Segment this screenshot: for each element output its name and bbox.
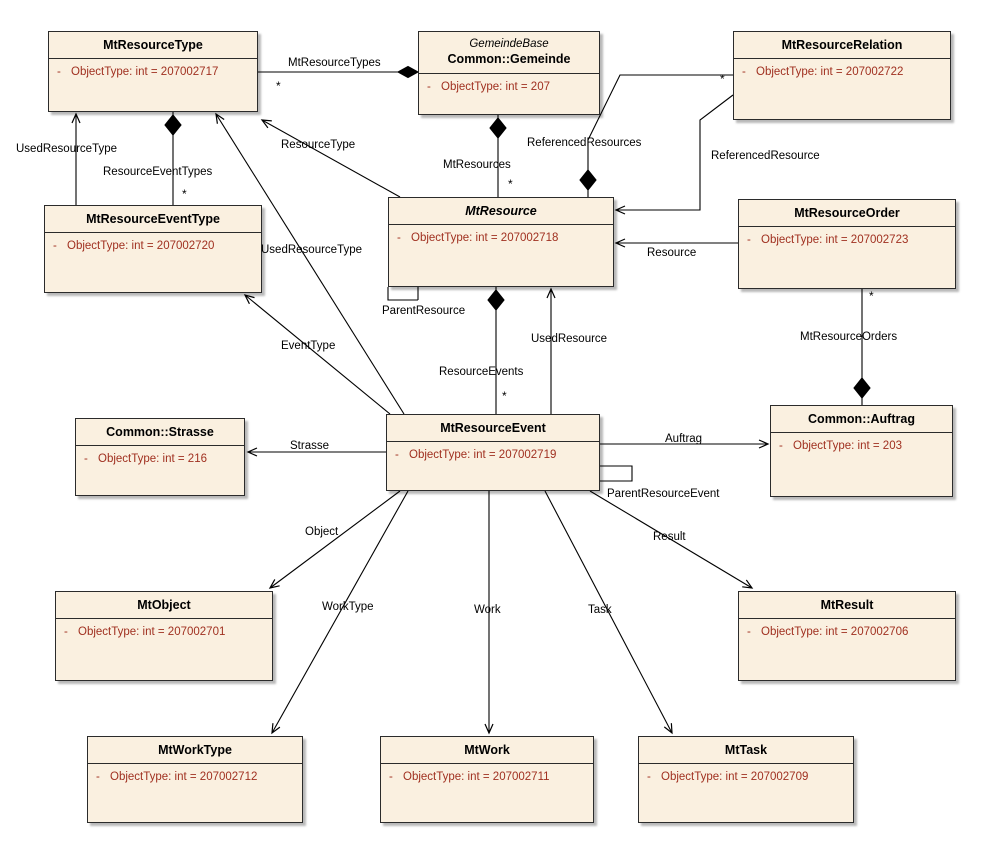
class-box-mtresourceorder[interactable] [738,199,956,289]
class-header [76,419,244,446]
attribute-row [395,448,593,463]
class-title: Common::Strasse [106,425,214,439]
edge-label-referencedresource: ReferencedResource [711,150,820,162]
class-header [88,737,302,764]
class-box-mtresourceeventtype[interactable] [44,205,262,293]
multiplicity-label: * [508,177,513,191]
attribute-visibility: - [427,80,431,93]
attribute-visibility: - [395,449,399,462]
attribute-visibility: - [57,66,61,79]
class-title: MtResourceEventType [86,212,220,226]
attribute-row [389,770,587,785]
edge-label-resourceeventtypes: ResourceEventTypes [103,166,213,178]
attribute-visibility: - [64,626,68,639]
edge-label-parentresource: ParentResource [382,305,466,317]
class-box-mtresourceevent[interactable] [386,414,600,491]
class-box-mtresourcerelation[interactable] [733,31,951,120]
attribute-row [64,625,266,640]
class-header [734,32,950,59]
class-box-mtresource[interactable] [388,197,614,287]
class-title: MtTask [724,743,768,757]
attribute-row [747,625,949,640]
edge-label-usedresourcetype-left: UsedResourceType [16,143,117,155]
attribute-row [397,231,607,246]
edge-label-referencedresources: ReferencedResources [527,137,642,149]
attribute-visibility: - [389,771,393,784]
attribute-visibility: - [397,232,401,245]
edge-label-work: Work [474,604,501,616]
edge-label-mtresourceorders: MtResourceOrders [800,331,898,343]
attribute-visibility: - [53,240,57,253]
class-title: MtWork [464,743,510,757]
class-attributes [387,442,599,469]
class-title: MtResourceEvent [440,421,546,435]
class-attributes [734,59,950,86]
class-attributes [739,227,955,254]
class-header [739,200,955,227]
edge-label-usedresourcetype-center: UsedResourceType [261,244,362,256]
class-attributes [88,764,302,791]
class-header [56,592,272,619]
class-attributes [76,446,244,473]
attribute-text: ObjectType: int = 207002719 [409,449,557,462]
edge-label-resource: Resource [647,247,697,259]
class-title: MtObject [137,598,191,612]
class-box-common-auftrag[interactable] [770,405,953,497]
attribute-text: ObjectType: int = 207002718 [411,232,559,245]
edge-label-parentresourceevent: ParentResourceEvent [607,488,720,500]
class-title: MtResource [465,204,537,218]
attribute-row [427,80,593,95]
attribute-visibility: - [647,771,651,784]
class-header [739,592,955,619]
attribute-text: ObjectType: int = 207002711 [403,771,550,784]
class-attributes [45,233,261,260]
class-attributes [639,764,853,791]
edge-label-result: Result [653,531,686,543]
attribute-text: ObjectType: int = 207002709 [661,771,809,784]
class-title: Common::Auftrag [808,412,915,426]
class-box-common-strasse[interactable] [75,418,245,496]
attribute-text: ObjectType: int = 207002712 [110,771,258,784]
class-attributes [49,59,257,86]
class-title: MtWorkType [158,743,232,757]
class-title: MtResourceOrder [794,206,900,220]
attribute-text: ObjectType: int = 203 [793,440,902,453]
edge-label-object: Object [305,526,339,538]
multiplicity-label: * [276,79,281,93]
class-attributes [771,433,952,460]
class-attributes [381,764,593,791]
class-box-mttask[interactable] [638,736,854,823]
attribute-text: ObjectType: int = 207002722 [756,66,904,79]
class-box-mtobject[interactable] [55,591,273,681]
multiplicity-label: * [502,389,507,403]
class-header [419,32,599,74]
edge-label-auftrag: Auftrag [665,433,703,445]
class-box-mtwork[interactable] [380,736,594,823]
class-title: MtResourceType [103,38,203,52]
edge-label-eventtype: EventType [281,340,336,352]
attribute-text: ObjectType: int = 207002723 [761,234,909,247]
edge-label-mtresourcetypes: MtResourceTypes [288,57,381,69]
edge-label-task: Task [588,604,612,616]
class-header [387,415,599,442]
class-header [45,206,261,233]
class-header [381,737,593,764]
class-attributes [56,619,272,646]
class-box-mtresult[interactable] [738,591,956,681]
attribute-row [647,770,847,785]
class-box-common-gemeinde[interactable] [418,31,600,115]
multiplicity-label: * [869,289,874,303]
class-attributes [419,74,599,101]
attribute-visibility: - [84,453,88,466]
edge-label-worktype: WorkType [322,601,374,613]
attribute-visibility: - [747,626,751,639]
class-header [389,198,613,225]
edge-label-strasse: Strasse [290,440,329,452]
class-attributes [739,619,955,646]
attribute-text: ObjectType: int = 216 [98,453,207,466]
attribute-visibility: - [96,771,100,784]
class-title: Common::Gemeinde [447,52,571,67]
attribute-row [779,439,946,454]
class-title: MtResourceRelation [781,38,903,52]
edge-label-usedresource: UsedResource [531,333,608,345]
class-stereotype: GemeindeBase [469,38,549,50]
edge-label-mtresources: MtResources [443,159,511,171]
attribute-visibility: - [747,234,751,247]
class-box-mtworktype[interactable] [87,736,303,823]
attribute-row [747,233,949,248]
edge-label-resourceevents: ResourceEvents [439,366,524,378]
attribute-text: ObjectType: int = 207002720 [67,240,215,253]
attribute-row [96,770,296,785]
class-box-mtresourcetype[interactable] [48,31,258,112]
attribute-text: ObjectType: int = 207 [441,80,550,93]
class-title: MtResult [820,598,874,612]
attribute-text: ObjectType: int = 207002701 [78,626,226,639]
class-header [771,406,952,433]
edge-label-resourcetype: ResourceType [281,139,356,151]
class-attributes [389,225,613,252]
attribute-row [742,65,944,80]
attribute-row [84,452,238,467]
attribute-text: ObjectType: int = 207002706 [761,626,909,639]
class-header [639,737,853,764]
class-header [49,32,257,59]
attribute-row [57,65,251,80]
attribute-visibility: - [779,440,783,453]
multiplicity-label: * [182,187,187,201]
attribute-visibility: - [742,66,746,79]
multiplicity-label: * [720,72,725,86]
attribute-text: ObjectType: int = 207002717 [71,66,219,79]
attribute-row [53,239,255,254]
